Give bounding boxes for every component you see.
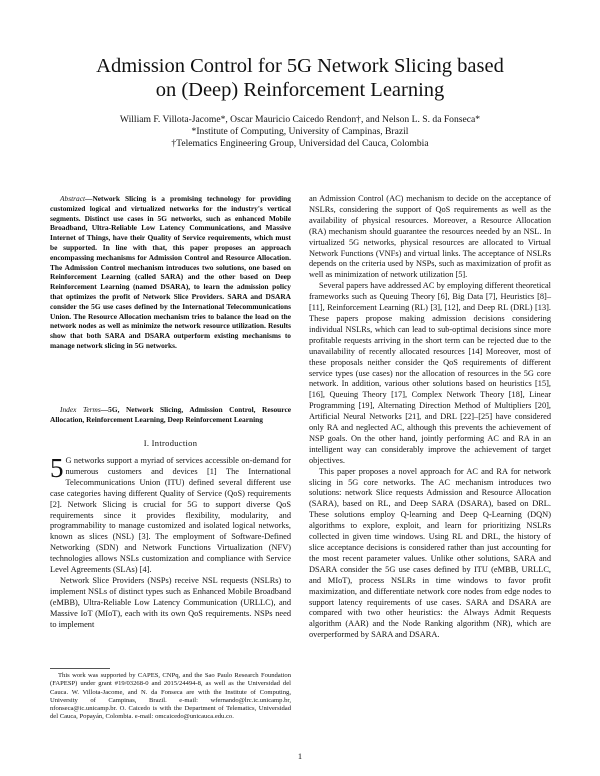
right-paragraph-3: This paper proposes a novel approach for AC and RA for network slicing in 5G core networks. The AC mechanism introduces two solutions: network Slice requests Admission and Resource Allocation (SARA), based on RL, and Deep SARA (DSARA), based on DRL. These solutions employ Q-learning and Deep Q-Learning (DQN) algorithms to explore, exploit, and learn for prioritizing NSLRs collected in given time windows. Using RL and DRL, the history of slice acceptance decisions is considered rather than just accounting for the most recent parameter values. Unlike other solutions, SARA and DSARA consider the 5G use cases defined by ITU (eMBB, URLLC, and MIoT), process NSLRs in time windows to favor profit maximization, and differentiate network core nodes from edge nodes to support latency requirements of use cases. SARA and DSARA are compared with two other heuristics: the Always Admit Requests algorithm (AAR) and the Node Ranking algorithm (NR), which are overperformed by SARA and DSARA. xyxy=(309,466,551,640)
paper-title xyxy=(40,54,560,102)
affiliation-2: †Telematics Engineering Group, Universidad del Cauca, Colombia xyxy=(171,138,429,150)
footnote-text: This work was supported by CAPES, CNPq, and the Sao Paulo Research Foundation (FAPESP) under grant #19/03268-0 and 2015/24494-8, as well as the Universidad del Cauca. W. Villota-Jacome, and N. da Fonseca are with the Institute of Computing, University of Campinas, Brazil. e-mail: wfernando@lrc.ic.unicamp.br, nfonseca@ic.unicamp.br. O. Caicedo is with the Department of Telematics, Universidad del Cauca, Popayán, Colombia. e-mail: omcaicedo@unicauca.edu.co. xyxy=(50,672,291,721)
section-heading: I. Introduction xyxy=(143,438,198,448)
index-terms-label: Index Terms xyxy=(60,405,101,414)
intro-paragraph-2: Network Slice Providers (NSPs) receive NSL requests (NSLRs) to implement NSLs of distinct types such as Enhanced Mobile Broadband (eMBB), Ultra-Reliable Low Latency Communication (URLLC), and Massive IoT (MIoT), each with its own QoS requirements. NSPs need to implement xyxy=(50,575,291,629)
drop-cap: 5 xyxy=(50,453,64,483)
page-number: 1 xyxy=(297,751,303,761)
title-line-1: Admission Control for 5G Network Slicing based xyxy=(96,55,504,77)
abstract-label: Abstract xyxy=(60,194,86,203)
footnote-rule xyxy=(50,668,110,669)
right-paragraph-1: an Admission Control (AC) mechanism to decide on the acceptance of NSLRs, considering the support of QoS requirements as well as the availability of physical resources. Moreover, a Resource Allocation (RA) mechanism should guarantee the resources needed by an NSL. In virtualized 5G networks, physical resources are allocated to Virtual Network Functions (VNFs) and virtual links. The acceptance of NSLRs depends on the criteria used by NSPs, such as maximization of profit as well as minimization of network utilization [5]. xyxy=(309,194,551,280)
abstract xyxy=(50,194,291,351)
author-names: William F. Villota-Jacome*, Oscar Mauricio Caicedo Rendon†, and Nelson L. S. da Fonseca* xyxy=(119,114,481,125)
right-paragraph-2: Several papers have addressed AC by employing different theoretical frameworks such as Queuing Theory [6], Big Data [7], Heuristics [8]–[11], Reinforcement Learning (RL) [3], [12], and Deep RL (DRL) [13]. These papers propose making admission decisions considering individual NSLRs, which can lead to sub-optimal decisions since more profitable requests arriving in the short term can be rejected due to the unavailability of recently allocated resources [14] Moreover, most of these proposals neither consider the QoS requirements of different service types (use cases) nor the allocation of resources in the 5G core network. In addition, various other solutions based on heuristics [15], [16], Queuing Theory [17], Complex Network Theory [18], Linear Programming [19], Alternating Direction Method of Multipliers [20], Artificial Neural Networks [21], and DRL [22]–[25] have considered only RA and neglected AC, although this prevents the achievement of NSP goals. On the other hand, jointly performing AC and RA in an intelligent way can considerably improve the achievement of target objectives. xyxy=(309,281,551,465)
abstract-text: —Network Slicing is a promising technology for providing customized logical and virtualized networks for the industry's vertical segments. Distinct use cases in 5G networks, such as enhanced Mobile Broadband, Ultra-Reliable Low Latency Communications, and Massive Internet of Things, have their Quality of Service requirements, which must be supported. In line with that, this paper proposes an approach encompassing mechanisms for Admission Control and Resource Allocation. The Admission Control mechanism introduces two solutions, one based on Reinforcement Learning (called SARA) and the other based on Deep Reinforcement Learning (named DSARA), to learn the admission policy that optimizes the profit of Network Slice Providers. SARA and DSARA consider the 5G use cases defined by the International Telecommunications Union. The Resource Allocation mechanism tries to balance the load on the network nodes as well as minimize the network resource utilization. Results show that both SARA and DSARA outperform existing mechanisms to manage network slicing in 5G networks. xyxy=(50,194,291,350)
index-terms xyxy=(50,405,291,425)
title-line-2: on (Deep) Reinforcement Learning xyxy=(155,79,445,101)
intro-paragraph-1: G networks support a myriad of services accessible on-demand for numerous customers and devices [1] The International Telecommunications Union (ITU) defined several different use case categories having different Quality of Service (QoS) requirements [2]. Network Slicing is crucial for 5G to support diverse QoS requirements since it provides flexibility, modularity, and programmability to manage customized and isolated logical networks, known as slices (NSL) [3]. The employment of Software-Defined Networking (SDN) and Network Functions Virtualization (NFV) technologies allows NSLs customization and compliance with Service Level Agreements (SLAs) [4]. xyxy=(50,456,291,575)
introduction-right xyxy=(309,194,551,641)
index-terms-text: —5G, Network Slicing, Admission Control, Resource Allocation, Reinforcement Learning, Deep Reinforcement Learning xyxy=(50,405,292,424)
affiliation-1: *Institute of Computing, University of Campinas, Brazil xyxy=(191,126,409,138)
footnote xyxy=(50,672,291,722)
author-block xyxy=(30,114,570,151)
introduction-left xyxy=(50,453,291,631)
